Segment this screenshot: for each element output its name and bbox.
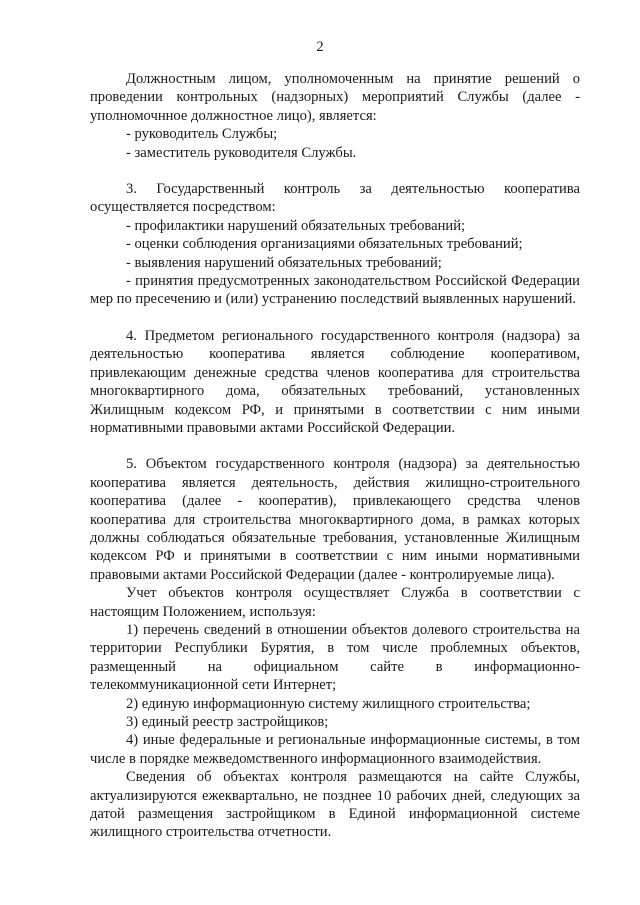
section-5-item-4: 4) иные федеральные и региональные информационные системы, в том числе в порядке межведомственного информационного взаимодействия. xyxy=(90,732,580,767)
section-3-item-3: - выявления нарушений обязательных требований; xyxy=(126,254,442,271)
section-5-item-3: 3) единый реестр застройщиков; xyxy=(126,714,329,730)
section-4-paragraph: 4. Предметом регионального государственного контроля (надзора) за деятельностью кооператива является соблюдение кооперативом, привлекающим денежные средства членов кооператива для строительства многоквартирного дома, обязательных требований, установленных Жилищным кодексом РФ, и принятыми в соответствии с ним иными нормативными правовыми актами Российской Федерации. xyxy=(90,327,580,436)
section-3-item-1: - профилактики нарушений обязательных требований; xyxy=(126,217,466,234)
spacer xyxy=(90,162,580,180)
section-5-accounting-paragraph: Учет объектов контроля осуществляет Служба в соответствии с настоящим Положением, используя: xyxy=(90,585,580,620)
spacer xyxy=(90,309,580,327)
section-3-paragraph: 3. Государственный контроль за деятельностью кооператива осуществляется посредством: xyxy=(90,181,580,216)
section-5-paragraph: 5. Объектом государственного контроля (надзора) за деятельностью кооператива является деятельность, действия жилищно-строительного кооператива (далее - кооператив), привлекающего средства членов кооператива для строительства многоквартирного дома, в рамках которых должны соблюдаться обязательные требования, установленные Жилищным кодексом РФ и принятыми в соответствии с ним иными нормативными правовыми актами Российской Федерации (далее - контролируемые лица). xyxy=(90,456,580,583)
section-5-closing-paragraph: Сведения об объектах контроля размещаются на сайте Службы, актуализируются ежеквартально, не позднее 10 рабочих дней, следующих за датой размещения застройщиком в Единой информационной системе жилищного строительства отчетности. xyxy=(90,769,580,841)
page-number: 2 xyxy=(316,39,324,55)
document-body xyxy=(90,70,580,842)
intro-paragraph: Должностным лицом, уполномоченным на принятие решений о проведении контрольных (надзорных) мероприятий Службы (далее - уполномочнное должностное лицо), является: xyxy=(90,71,580,124)
section-3-item-4: - принятия предусмотренных законодательством Российской Федерации мер по пресечению и (или) устранению последствий выявленных нарушений. xyxy=(90,273,580,308)
section-5-item-2: 2) единую информационную систему жилищного строительства; xyxy=(126,695,531,712)
spacer xyxy=(90,437,580,455)
section-5-item-1: 1) перечень сведений в отношении объектов долевого строительства на территории Республики Бурятия, в том числе проблемных объектов, размещенный на официальном сайте в информационно-телекоммуникационной сети Интернет; xyxy=(90,621,580,694)
section-3-item-2: - оценки соблюдения организациями обязательных требований; xyxy=(126,236,523,253)
intro-item-1: - руководитель Службы; xyxy=(126,126,278,143)
intro-item-2: - заместитель руководителя Службы. xyxy=(126,144,357,161)
